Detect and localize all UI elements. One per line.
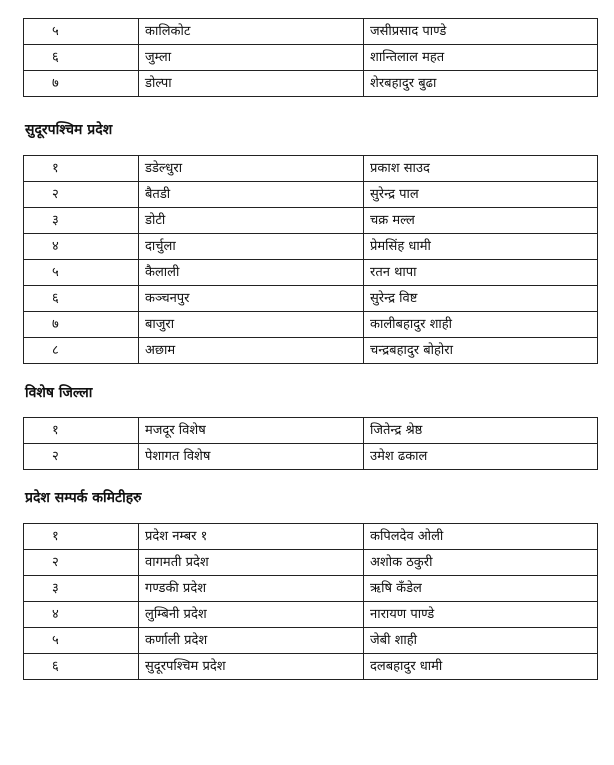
table-row: [24, 444, 598, 470]
table-row: [24, 156, 598, 182]
row-number: ३: [24, 208, 139, 234]
table-row: [24, 286, 598, 312]
name-cell: कपिलदेव ओली: [364, 524, 598, 550]
district-cell: प्रदेश नम्बर १: [139, 524, 364, 550]
name-cell: जसीप्रसाद पाण्डे: [364, 19, 598, 45]
row-number: ६: [24, 45, 139, 71]
name-cell: नारायण पाण्डे: [364, 602, 598, 628]
row-number: ५: [24, 19, 139, 45]
district-cell: कञ्चनपुर: [139, 286, 364, 312]
table-row: [24, 260, 598, 286]
district-cell: पेशागत विशेष: [139, 444, 364, 470]
name-cell: प्रकाश साउद: [364, 156, 598, 182]
district-cell: डडेल्धुरा: [139, 156, 364, 182]
district-cell: वागमती प्रदेश: [139, 550, 364, 576]
table-row: [24, 71, 598, 97]
district-cell: दार्चुला: [139, 234, 364, 260]
district-cell: कर्णाली प्रदेश: [139, 628, 364, 654]
row-number: ४: [24, 602, 139, 628]
district-cell: जुम्ला: [139, 45, 364, 71]
row-number: ७: [24, 312, 139, 338]
name-cell: उमेश ढकाल: [364, 444, 598, 470]
name-cell: शान्तिलाल महत: [364, 45, 598, 71]
row-number: ७: [24, 71, 139, 97]
table-row: [24, 602, 598, 628]
name-cell: चक्र मल्ल: [364, 208, 598, 234]
table-karnali-continued: [23, 18, 598, 97]
row-number: ४: [24, 234, 139, 260]
row-number: १: [24, 524, 139, 550]
name-cell: ऋषि कँडेल: [364, 576, 598, 602]
table-row: [24, 234, 598, 260]
district-cell: लुम्बिनी प्रदेश: [139, 602, 364, 628]
name-cell: जितेन्द्र श्रेष्ठ: [364, 418, 598, 444]
district-cell: डोटी: [139, 208, 364, 234]
section-heading-committees: प्रदेश सम्पर्क कमिटीहरु: [25, 490, 142, 506]
table-row: [24, 628, 598, 654]
name-cell: दलबहादुर धामी: [364, 654, 598, 680]
table-row: [24, 45, 598, 71]
row-number: १: [24, 156, 139, 182]
name-cell: सुरेन्द्र पाल: [364, 182, 598, 208]
section-heading-vishesh: विशेष जिल्ला: [25, 385, 93, 401]
table-row: [24, 312, 598, 338]
district-cell: डोल्पा: [139, 71, 364, 97]
name-cell: जेबी शाही: [364, 628, 598, 654]
table-row: [24, 654, 598, 680]
row-number: ५: [24, 260, 139, 286]
name-cell: शेरबहादुर बुढा: [364, 71, 598, 97]
table-row: [24, 418, 598, 444]
district-cell: सुदूरपश्चिम प्रदेश: [139, 654, 364, 680]
row-number: १: [24, 418, 139, 444]
table-vishesh: [23, 417, 598, 470]
district-cell: गण्डकी प्रदेश: [139, 576, 364, 602]
district-cell: कैलाली: [139, 260, 364, 286]
district-cell: मजदूर विशेष: [139, 418, 364, 444]
row-number: ८: [24, 338, 139, 364]
row-number: २: [24, 182, 139, 208]
name-cell: अशोक ठकुरी: [364, 550, 598, 576]
row-number: ५: [24, 628, 139, 654]
table-row: [24, 182, 598, 208]
table-row: [24, 19, 598, 45]
section-heading-sudurpaschim: सुदूरपश्चिम प्रदेश: [25, 122, 113, 138]
name-cell: कालीबहादुर शाही: [364, 312, 598, 338]
district-cell: बाजुरा: [139, 312, 364, 338]
district-cell: अछाम: [139, 338, 364, 364]
row-number: २: [24, 550, 139, 576]
table-row: [24, 338, 598, 364]
table-row: [24, 550, 598, 576]
table-committees: [23, 523, 598, 680]
table-row: [24, 576, 598, 602]
table-row: [24, 524, 598, 550]
name-cell: सुरेन्द्र विष्ट: [364, 286, 598, 312]
district-cell: बैतडी: [139, 182, 364, 208]
row-number: ६: [24, 654, 139, 680]
row-number: ६: [24, 286, 139, 312]
name-cell: रतन थापा: [364, 260, 598, 286]
name-cell: चन्द्रबहादुर बोहोरा: [364, 338, 598, 364]
table-sudurpaschim: [23, 155, 598, 364]
row-number: ३: [24, 576, 139, 602]
table-row: [24, 208, 598, 234]
row-number: २: [24, 444, 139, 470]
name-cell: प्रेमसिंह धामी: [364, 234, 598, 260]
district-cell: कालिकोट: [139, 19, 364, 45]
